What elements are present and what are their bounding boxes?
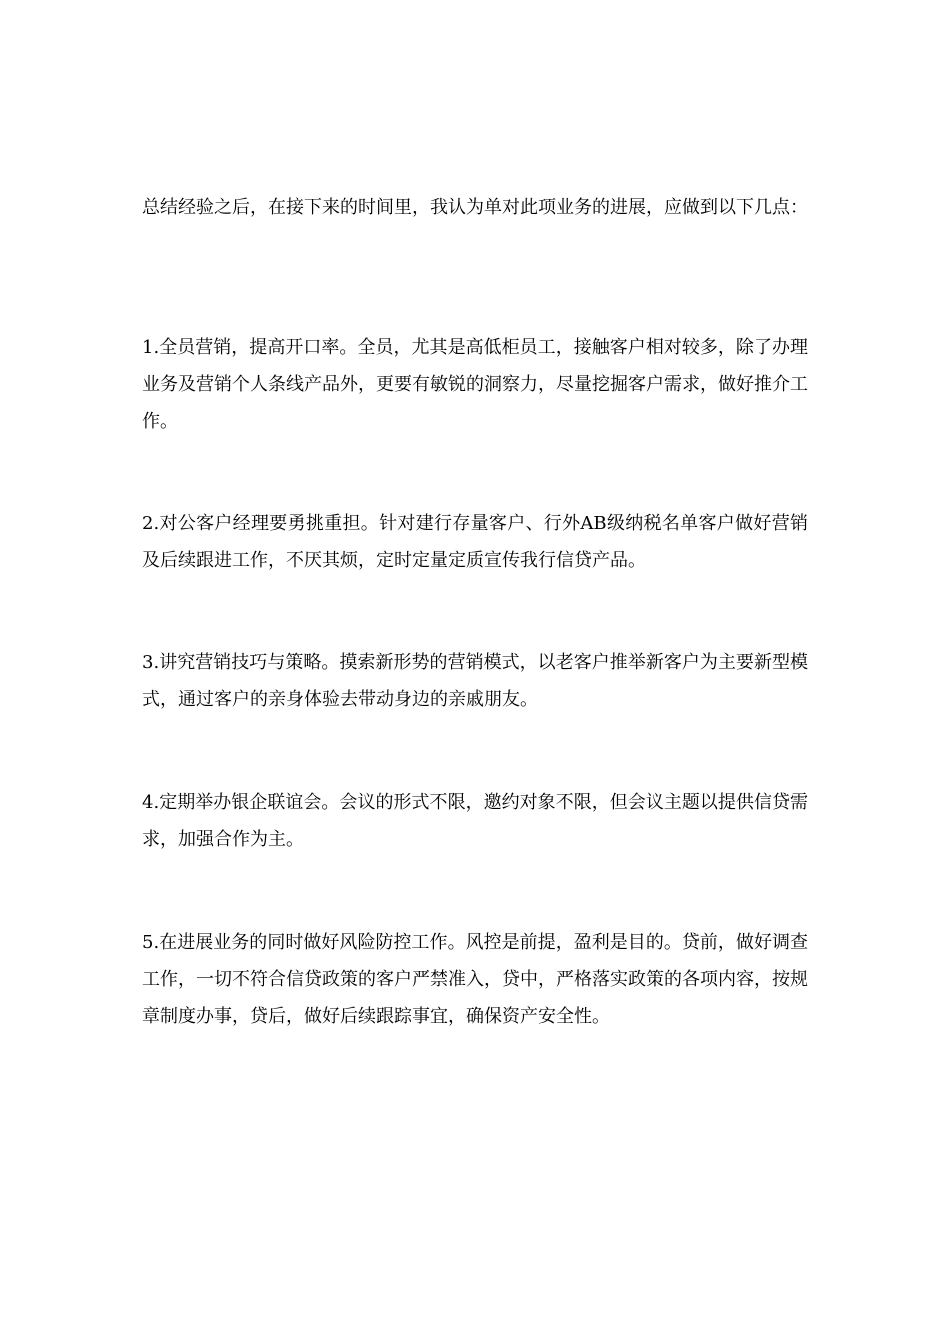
point-1-paragraph: 1.全员营销，提高开口率。全员，尤其是高低柜员工，接触客户相对较多，除了办理业务及营销个人条线产品外，更要有敏锐的洞察力，尽量挖掘客户需求，做好推介工作。	[142, 337, 808, 432]
point-2-paragraph: 2.对公客户经理要勇挑重担。针对建行存量客户、行外AB级纳税名单客户做好营销及后续跟进工作，不厌其烦，定时定量定质宣传我行信贷产品。	[142, 513, 808, 571]
point-5-paragraph: 5.在进展业务的同时做好风险防控工作。风控是前提，盈利是目的。贷前，做好调查工作，一切不符合信贷政策的客户严禁准入，贷中，严格落实政策的各项内容，按规章制度办事，贷后，做好后续跟踪事宜，确保资产安全性。	[142, 932, 808, 1027]
intro-paragraph: 总结经验之后，在接下来的时间里，我认为单对此项业务的进展，应做到以下几点：	[142, 197, 808, 218]
point-4-paragraph: 4.定期举办银企联谊会。会议的形式不限，邀约对象不限，但会议主题以提供信贷需求，加强合作为主。	[142, 792, 808, 850]
point-3-paragraph: 3.讲究营销技巧与策略。摸索新形势的营销模式，以老客户推举新客户为主要新型模式，通过客户的亲身体验去带动身边的亲戚朋友。	[142, 652, 808, 710]
